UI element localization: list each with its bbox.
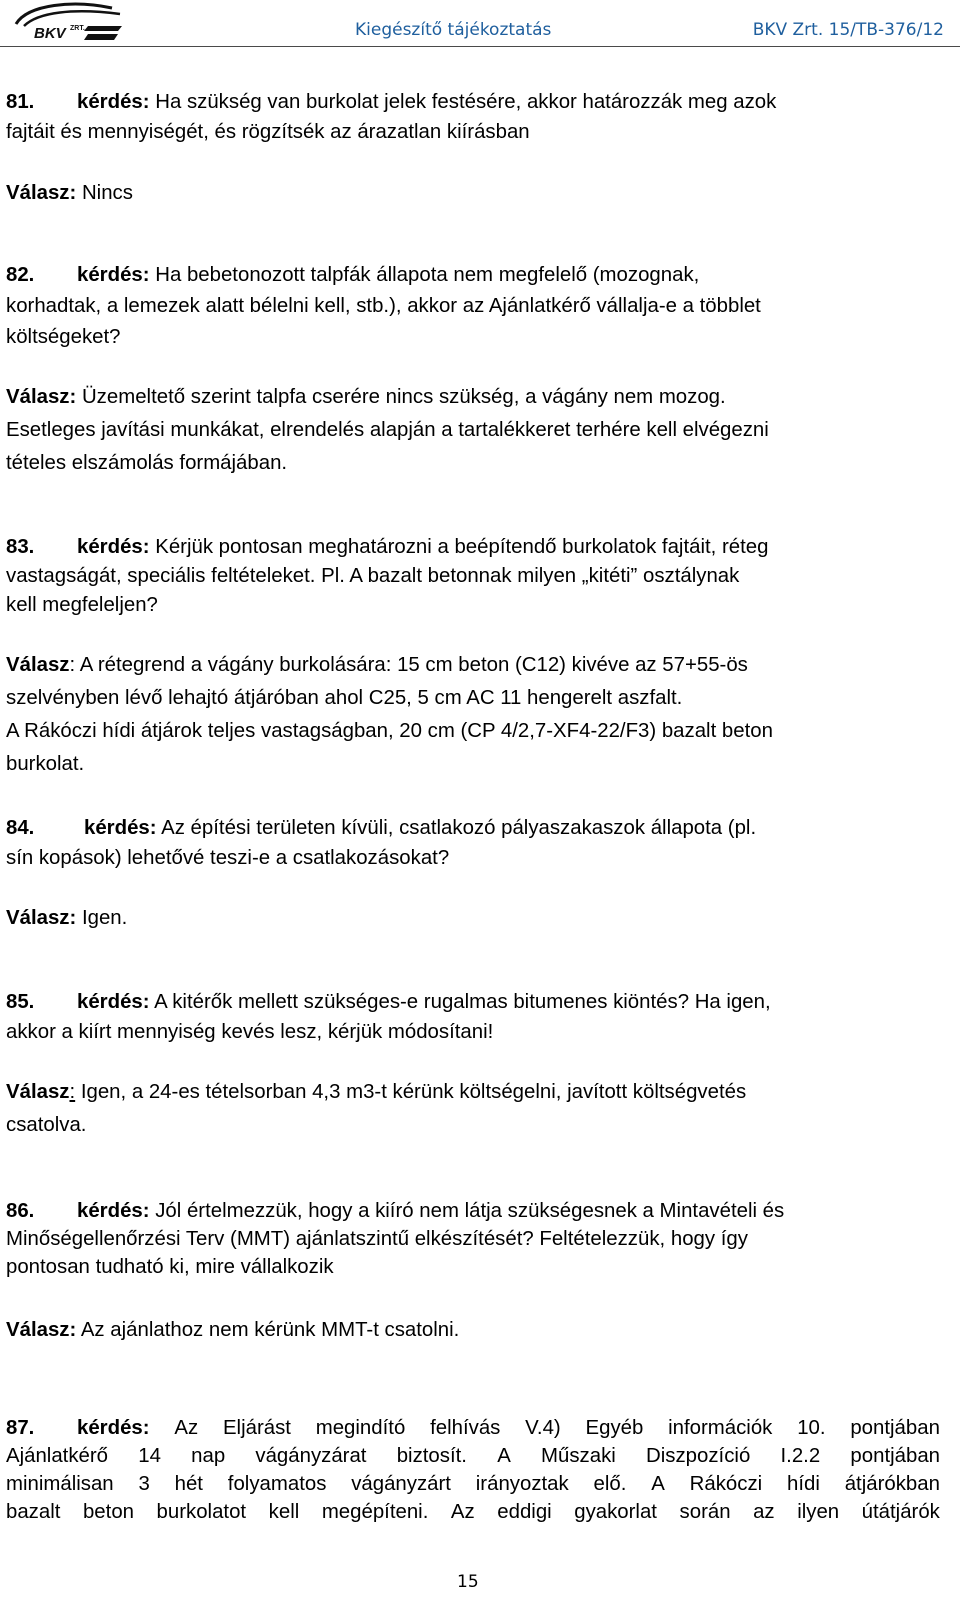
word: megindító bbox=[315, 1417, 406, 1439]
word: 3 bbox=[138, 1473, 150, 1495]
answer-label: Válasz: bbox=[6, 182, 77, 204]
answer-label: Válasz: bbox=[6, 1319, 77, 1341]
word: az bbox=[753, 1501, 775, 1523]
word: során bbox=[679, 1501, 731, 1523]
word: beton bbox=[82, 1501, 134, 1523]
q87-line-1-words bbox=[77, 1416, 940, 1440]
q85-answer-line-2: csatolva. bbox=[6, 1114, 87, 1136]
answer-label: Válasz: bbox=[6, 907, 77, 929]
word: kell bbox=[268, 1501, 300, 1523]
header-reference: BKV Zrt. 15/TB-376/12 bbox=[752, 20, 944, 40]
logo-text: BKV bbox=[34, 25, 66, 42]
answer-label: Válasz bbox=[6, 654, 70, 676]
word: pontjában bbox=[850, 1417, 940, 1439]
word: Rákóczi bbox=[689, 1473, 763, 1495]
q81-question-line-1: 81. kérdés: Ha szükség van burkolat jelek festésére, akkor határozzák meg azok bbox=[6, 91, 777, 113]
word: folyamatos bbox=[227, 1473, 327, 1495]
word: 14 bbox=[138, 1445, 161, 1467]
page-header bbox=[0, 0, 960, 50]
word: 10. bbox=[797, 1417, 826, 1439]
word: átjárókban bbox=[844, 1473, 940, 1495]
word: Az bbox=[450, 1501, 475, 1523]
word: I.2.2 bbox=[780, 1445, 821, 1467]
q82-question-line-1: 82. kérdés: Ha bebetonozott talpfák állapota nem megfelelő (mozognak, bbox=[6, 264, 700, 286]
word: A bbox=[651, 1473, 665, 1495]
header-divider bbox=[0, 46, 960, 47]
answer-label: Válasz bbox=[6, 1081, 70, 1103]
word: elő. bbox=[593, 1473, 627, 1495]
q81-answer: Válasz: Nincs bbox=[6, 182, 133, 204]
word: ilyen bbox=[797, 1501, 840, 1523]
word: vágányzárt bbox=[351, 1473, 451, 1495]
q87-question-line-2 bbox=[6, 1444, 940, 1468]
word: Diszpozíció bbox=[646, 1445, 751, 1467]
q84-question-line-1: 84. kérdés: Az építési területen kívüli, csatlakozó pályaszakaszok állapota (pl. bbox=[6, 817, 757, 839]
word: vágányzárat bbox=[255, 1445, 367, 1467]
word: felhívás bbox=[430, 1417, 501, 1439]
word: minimálisan bbox=[6, 1473, 114, 1495]
q82-answer-line-1: Válasz: Üzemeltető szerint talpfa cserére nincs szükség, a vágány nem mozog. bbox=[6, 386, 726, 408]
q85-number: 85. bbox=[6, 991, 35, 1013]
q85-answer-line-1: Válasz: Igen, a 24-es tételsorban 4,3 m3-t kérünk költségelni, javított költségvetés bbox=[6, 1081, 747, 1103]
question-label: kérdés: bbox=[77, 991, 150, 1013]
word: megépíteni. bbox=[321, 1501, 429, 1523]
word: nap bbox=[191, 1445, 226, 1467]
q83-answer-line-3: A Rákóczi hídi átjárok teljes vastagságban, 20 cm (CP 4/2,7-XF4-22/F3) bazalt beton bbox=[6, 720, 773, 742]
q83-answer-line-2: szelvényben lévő lehajtó átjáróban ahol C25, 5 cm AC 11 hengerelt aszfalt. bbox=[6, 687, 683, 709]
q86-question-line-2: Minőségellenőrzési Terv (MMT) ajánlatszintű elkészítését? Feltételezzük, hogy így bbox=[6, 1228, 748, 1250]
word: bazalt bbox=[6, 1501, 61, 1523]
word: gyakorlat bbox=[574, 1501, 657, 1523]
q82-question-line-2: korhadtak, a lemezek alatt bélelni kell, stb.), akkor az Ajánlatkérő vállalja-e a többlet bbox=[6, 295, 761, 317]
word: útátjárók bbox=[861, 1501, 940, 1523]
word: biztosít. bbox=[396, 1445, 467, 1467]
q83-question-line-1: 83. kérdés: Kérjük pontosan meghatározni a beépítendő burkolatok fajtáit, réteg bbox=[6, 536, 769, 558]
q85-question-line-2: akkor a kiírt mennyiség kevés lesz, kérjük módosítani! bbox=[6, 1021, 494, 1043]
word: Az bbox=[174, 1417, 199, 1439]
q84-question-line-2: sín kopások) lehetővé teszi-e a csatlakozásokat? bbox=[6, 847, 450, 869]
q83-answer-line-4: burkolat. bbox=[6, 753, 85, 775]
word: információk bbox=[668, 1417, 773, 1439]
q87-question-line-3 bbox=[6, 1472, 940, 1496]
q83-number: 83. bbox=[6, 536, 35, 558]
q83-question-line-2: vastagságát, speciális feltételeket. Pl. A bazalt betonnak milyen „kitéti” osztálynak bbox=[6, 565, 740, 587]
answer-label: Válasz: bbox=[6, 386, 77, 408]
logo-sup: ZRT. bbox=[70, 25, 85, 32]
q85-question-line-1: 85. kérdés: A kitérők mellett szükséges-e rugalmas bitumenes kiöntés? Ha igen, bbox=[6, 991, 771, 1013]
q82-answer-line-3: tételes elszámolás formájában. bbox=[6, 452, 288, 474]
q86-answer: Válasz: Az ajánlathoz nem kérünk MMT-t csatolni. bbox=[6, 1319, 460, 1341]
page-number: 15 bbox=[457, 1572, 479, 1592]
word: irányoztak bbox=[475, 1473, 569, 1495]
q82-question-line-3: költségeket? bbox=[6, 326, 121, 348]
word: Egyéb bbox=[585, 1417, 644, 1439]
q86-question-line-3: pontosan tudható ki, mire vállalkozik bbox=[6, 1256, 334, 1278]
q86-number: 86. bbox=[6, 1200, 35, 1222]
q83-question-line-3: kell megfeleljen? bbox=[6, 594, 158, 616]
word: Műszaki bbox=[541, 1445, 616, 1467]
q87-question-line-4 bbox=[6, 1500, 940, 1524]
q82-answer-line-2: Esetleges javítási munkákat, elrendelés alapján a tartalékkeret terhére kell elvégezni bbox=[6, 419, 769, 441]
question-label: kérdés: bbox=[77, 1200, 150, 1222]
q86-question-line-1: 86. kérdés: Jól értelmezzük, hogy a kiíró nem látja szükségesnek a Mintavételi és bbox=[6, 1200, 785, 1222]
header-title: Kiegészítő tájékoztatás bbox=[355, 20, 552, 40]
question-label: kérdés: bbox=[84, 817, 157, 839]
word: Ajánlatkérő bbox=[6, 1445, 109, 1467]
q81-number: 81. bbox=[6, 91, 35, 113]
word: hét bbox=[174, 1473, 203, 1495]
q84-number: 84. bbox=[6, 817, 35, 839]
q84-answer: Válasz: Igen. bbox=[6, 907, 128, 929]
q87-number: 87. bbox=[6, 1417, 35, 1439]
q87-question-line-1 bbox=[6, 1416, 940, 1440]
word: pontjában bbox=[850, 1445, 940, 1467]
word: hídi bbox=[787, 1473, 820, 1495]
bkv-logo bbox=[14, 2, 126, 42]
word: Eljárást bbox=[222, 1417, 291, 1439]
word: A bbox=[497, 1445, 511, 1467]
q81-question-line-2: fajtáit és mennyiségét, és rögzítsék az árazatlan kiírásban bbox=[6, 121, 530, 143]
word: V.4) bbox=[525, 1417, 561, 1439]
question-label: kérdés: bbox=[77, 536, 150, 558]
word: burkolatot bbox=[156, 1501, 247, 1523]
q82-number: 82. bbox=[6, 264, 35, 286]
word: eddigi bbox=[497, 1501, 552, 1523]
word: kérdés: bbox=[77, 1417, 150, 1439]
question-label: kérdés: bbox=[77, 264, 150, 286]
question-label: kérdés: bbox=[77, 91, 150, 113]
q83-answer-line-1: Válasz: A rétegrend a vágány burkolására: 15 cm beton (C12) kivéve az 57+55-ös bbox=[6, 654, 748, 676]
